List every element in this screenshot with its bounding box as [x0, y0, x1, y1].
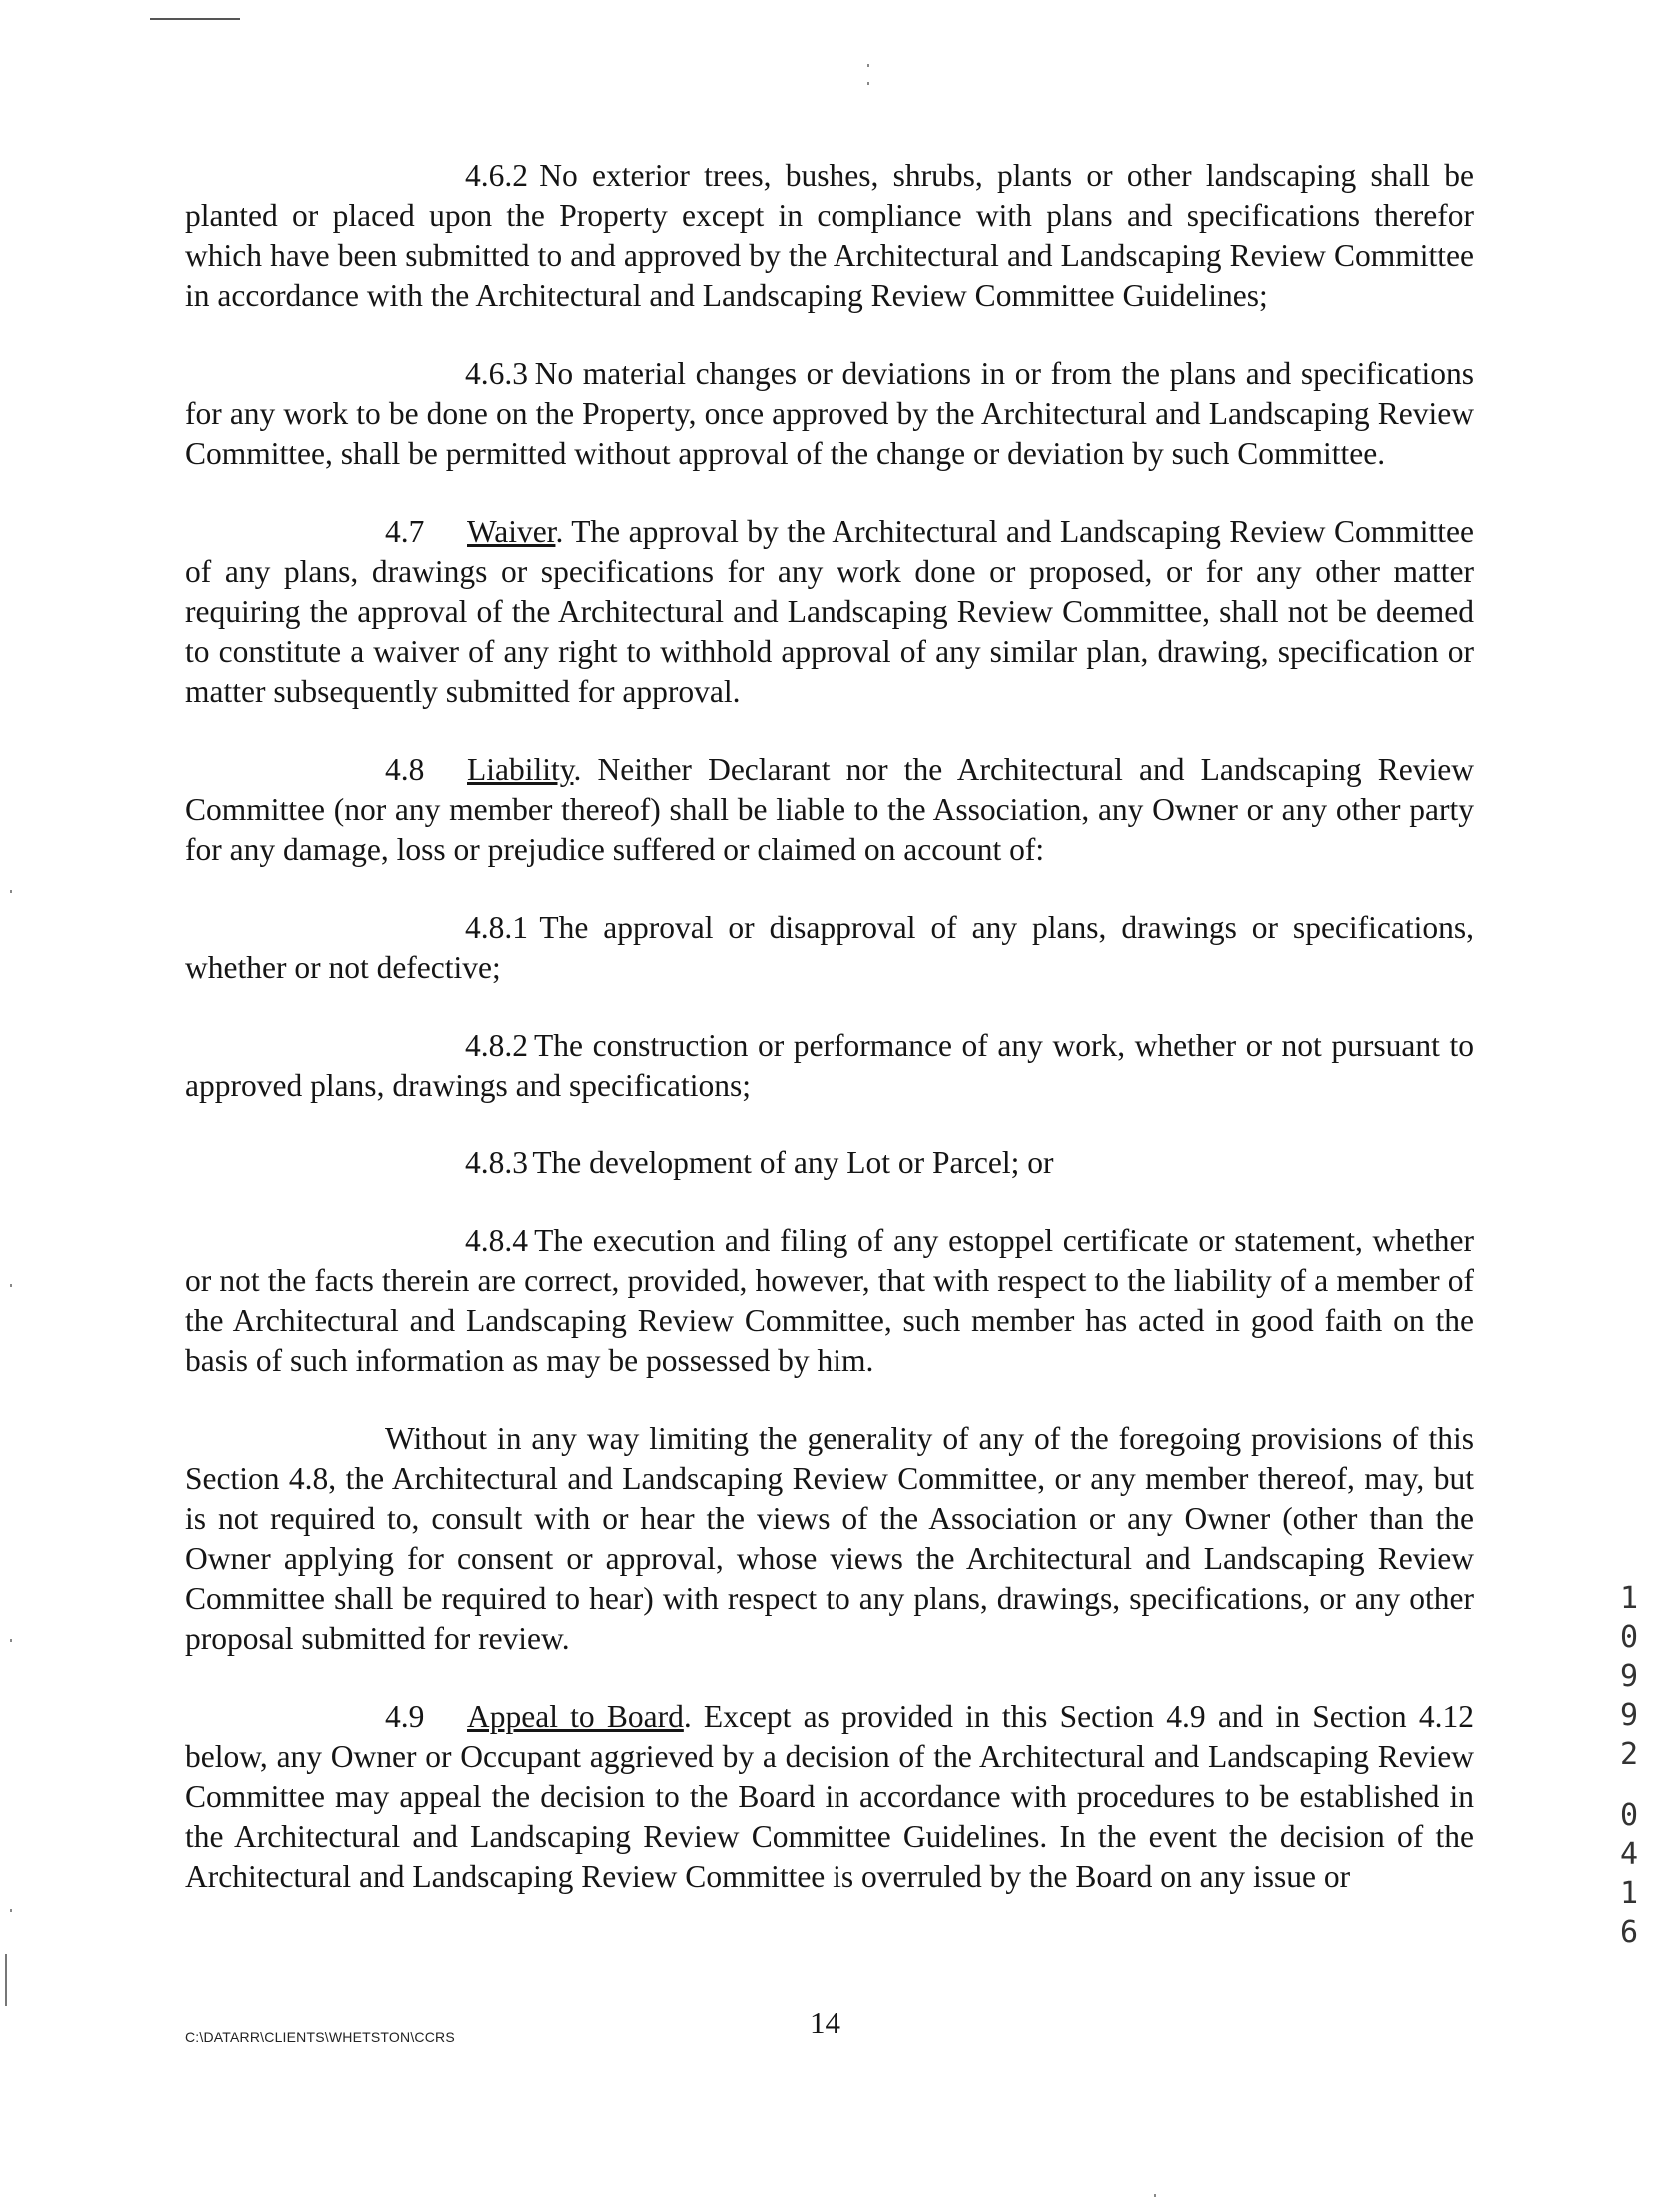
scan-speck — [867, 82, 869, 85]
paragraph-number: 4.8.3 — [465, 1145, 528, 1180]
section-text: . The approval by the Architectural and Landscaping Review Committee of any plans, drawings or specifications for any work done or proposed, or for any other matter requiring the approval of the Architectural and Landscaping Review Committee, shall not be deemed to constitute a waiver of any right to withhold approval of any similar plan, drawing, specification or matter subsequently submitted for approval. — [185, 514, 1474, 709]
section-heading: Liability — [467, 752, 574, 787]
section-number: 4.7 — [385, 514, 425, 549]
section-4-8-liability — [185, 750, 1474, 870]
paragraph-text: The development of any Lot or Parcel; or — [532, 1145, 1054, 1180]
paragraph-number: 4.8.1 — [465, 910, 528, 945]
page-number: 14 — [810, 2005, 840, 2040]
paragraph-4-8-3 — [185, 1143, 1474, 1183]
scan-speck — [10, 1284, 12, 1287]
section-text: . Except as provided in this Section 4.9 and in Section 4.12 below, any Owner or Occupant aggrieved by a decision of the Architectural and Landscaping Review Committee may appeal the decision to the Board in accordance with procedures to be established in the Architectural and Landscaping Review Committee Guidelines. In the event the decision of the Architectural and Landscaping Review Committee is overruled by the Board on any issue or — [185, 1699, 1474, 1894]
section-number: 4.8 — [385, 752, 425, 787]
stamp-digit: 0 — [1619, 1798, 1639, 1833]
paragraph-text: The approval or disapproval of any plans, drawings or specifications, whether or not defective; — [185, 910, 1474, 985]
section-4-7-waiver — [185, 512, 1474, 712]
paragraph-4-8-1 — [185, 908, 1474, 988]
stamp-digit: 2 — [1619, 1737, 1639, 1772]
scan-speck — [867, 64, 869, 67]
paragraph-4-8-2 — [185, 1026, 1474, 1106]
paragraph-number: 4.8.4 — [465, 1223, 528, 1258]
paragraph-text: No exterior trees, bushes, shrubs, plants or other landscaping shall be planted or placed upon the Property except in compliance with plans and specifications therefor which have been submitted to and approved by the Architectural and Landscaping Review Committee in accordance with the Architectural and Landscaping Review Committee Guidelines; — [185, 158, 1474, 313]
paragraph-4-6-3 — [185, 354, 1474, 474]
paragraph-4-6-2 — [185, 156, 1474, 316]
paragraph-without-limiting — [185, 1419, 1474, 1659]
paragraph-text: The execution and filing of any estoppel certificate or statement, whether or not the facts therein are correct, provided, however, that with respect to the liability of a member of the Architectural and Landscaping Review Committee, such member has acted in good faith on the basis of such information as may be possessed by him. — [185, 1223, 1474, 1378]
scan-speck — [10, 1639, 12, 1642]
paragraph-text: The construction or performance of any work, whether or not pursuant to approved plans, drawings and specifications; — [185, 1028, 1474, 1103]
stamp-digit: 9 — [1619, 1698, 1639, 1733]
footer-file-path: C:\DATARR\CLIENTS\WHETSTON\CCRS — [185, 2029, 455, 2045]
paragraph-text: No material changes or deviations in or from the plans and specifications for any work to be done on the Property, once approved by the Architectural and Landscaping Review Committee, shall be permitted without approval of the change or deviation by such Committee. — [185, 356, 1475, 471]
document-body — [185, 156, 1474, 1935]
paragraph-number: 4.6.3 — [465, 356, 528, 391]
scan-speck — [10, 890, 12, 893]
stamp-lower-group — [1611, 1796, 1647, 1952]
stamp-gap — [1611, 1774, 1647, 1796]
section-heading: Waiver — [467, 514, 556, 549]
paragraph-text: Without in any way limiting the generality of any of the foregoing provisions of this Section 4.8, the Architectural and Landscaping Review Committee, or any member thereof, may, but is not required to, consult with or hear the views of the Association or any Owner (other than the Owner applying for consent or approval, whose views the Architectural and Landscaping Review Committee shall be required to hear) with respect to any plans, drawings, specifications, or any other proposal submitted for review. — [185, 1421, 1474, 1656]
stamp-digit: 1 — [1619, 1876, 1639, 1911]
section-heading: Appeal to Board — [467, 1699, 684, 1734]
stamp-digit: 0 — [1619, 1620, 1639, 1655]
stamp-digit: 6 — [1619, 1915, 1639, 1950]
left-margin-scan-mark — [5, 1954, 7, 2006]
section-text: . Neither Declarant nor the Architectural and Landscaping Review Committee (nor any member thereof) shall be liable to the Association, any Owner or any other party for any damage, loss or prejudice suffered or claimed on account of: — [185, 752, 1474, 867]
section-number: 4.9 — [385, 1699, 425, 1734]
stamp-digit: 9 — [1619, 1659, 1639, 1694]
scan-speck — [1154, 2194, 1156, 2197]
section-4-9-appeal-to-board — [185, 1697, 1474, 1897]
recording-number-stamp — [1611, 1579, 1647, 1952]
paragraph-4-8-4 — [185, 1221, 1474, 1381]
stamp-digit: 4 — [1619, 1837, 1639, 1872]
paragraph-number: 4.6.2 — [465, 158, 528, 193]
top-scan-rule — [150, 18, 240, 20]
scan-speck — [10, 1909, 12, 1912]
paragraph-number: 4.8.2 — [465, 1028, 528, 1063]
stamp-upper-group — [1611, 1579, 1647, 1774]
stamp-digit: 1 — [1619, 1581, 1639, 1616]
